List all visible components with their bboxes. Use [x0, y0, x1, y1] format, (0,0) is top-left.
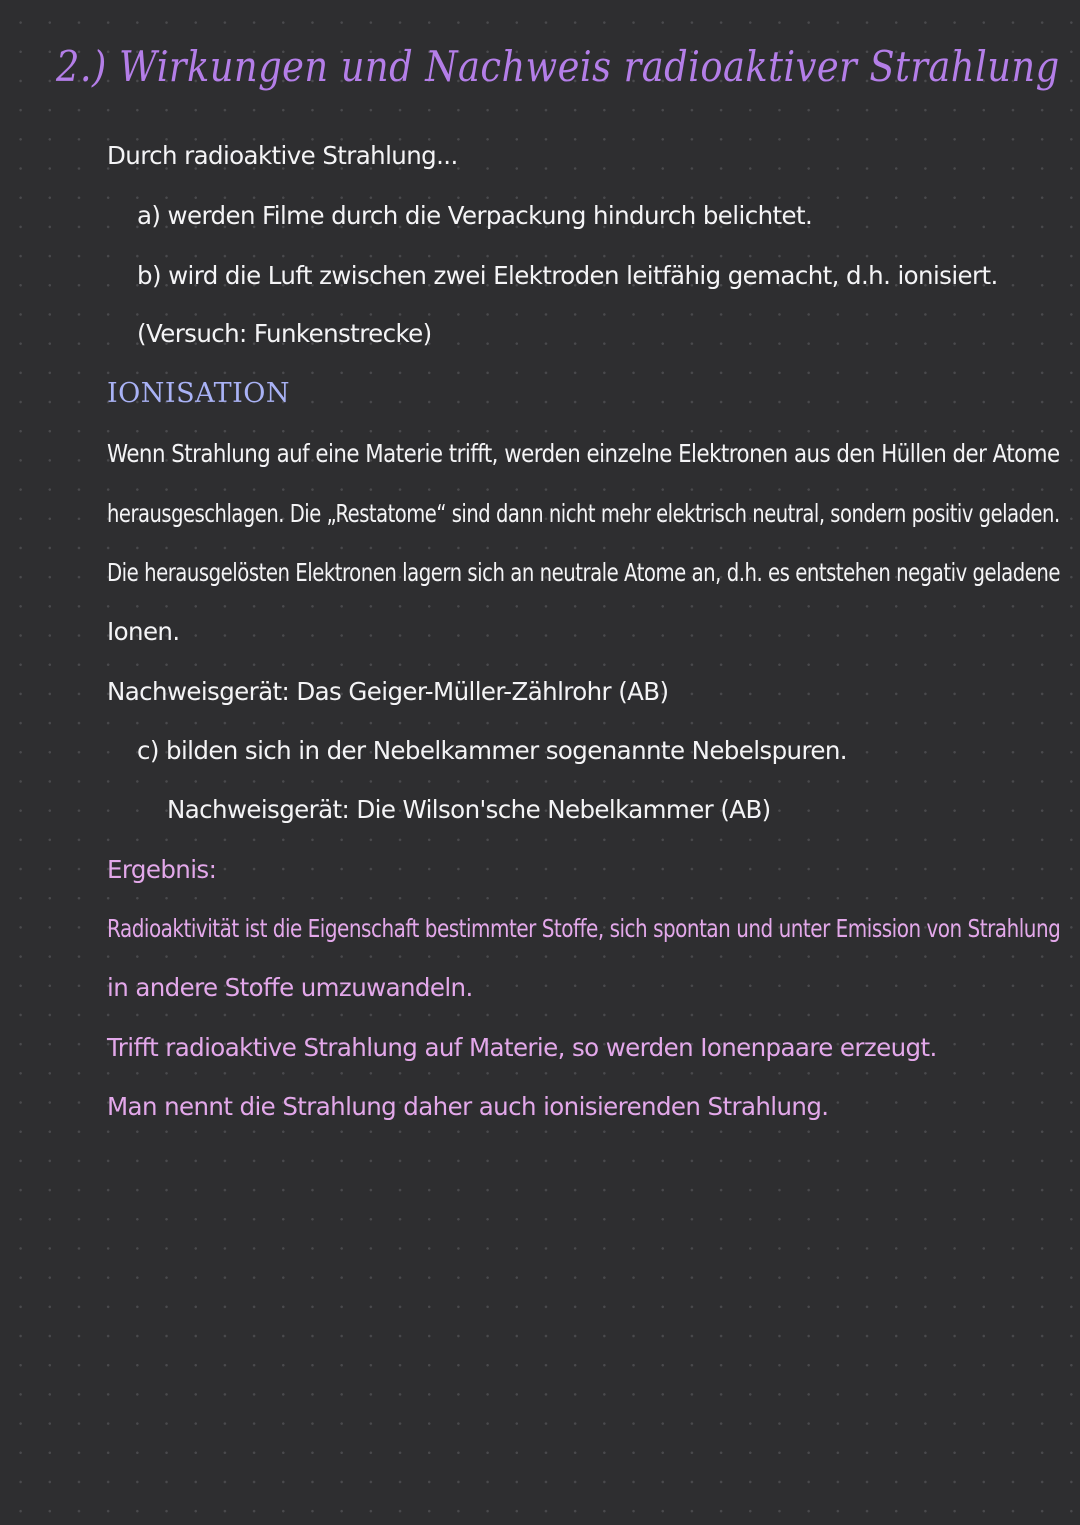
result-line-2: in andere Stoffe umzuwandeln. [107, 973, 473, 1002]
ionisation-line-4: Ionen. [107, 617, 180, 646]
ionisation-line-2: herausgeschlagen. Die „Restatome“ sind dann nicht mehr elektrisch neutral, sondern positiv geladen. [107, 499, 1060, 528]
page-title: 2.) Wirkungen und Nachweis radioaktiver Strahlung [56, 42, 1060, 91]
effect-b-experiment: (Versuch: Funkenstrecke) [137, 319, 432, 348]
result-line-4: Man nennt die Strahlung daher auch ionisierenden Strahlung. [107, 1092, 829, 1121]
effect-a: a) werden Filme durch die Verpackung hindurch belichtet. [137, 201, 813, 230]
result-line-3: Trifft radioaktive Strahlung auf Materie, so werden Ionenpaare erzeugt. [107, 1033, 937, 1062]
ionisation-line-1: Wenn Strahlung auf eine Materie trifft, werden einzelne Elektronen aus den Hüllen der Atome [107, 439, 1060, 468]
ionisation-device: Nachweisgerät: Das Geiger-Müller-Zählrohr (AB) [107, 677, 669, 706]
effect-c-device: Nachweisgerät: Die Wilson'sche Nebelkammer (AB) [167, 795, 771, 824]
effect-b: b) wird die Luft zwischen zwei Elektroden leitfähig gemacht, d.h. ionisiert. [137, 261, 998, 290]
intro-text: Durch radioaktive Strahlung... [107, 141, 458, 170]
ionisation-line-3: Die herausgelösten Elektronen lagern sich an neutrale Atome an, d.h. es entstehen negativ geladene [107, 558, 1061, 587]
result-heading: Ergebnis: [107, 855, 217, 884]
effect-c: c) bilden sich in der Nebelkammer sogenannte Nebelspuren. [137, 736, 847, 765]
result-line-1: Radioaktivität ist die Eigenschaft bestimmter Stoffe, sich spontan und unter Emission von Strahlung [107, 914, 1061, 943]
ionisation-heading: IONISATION [107, 378, 291, 409]
